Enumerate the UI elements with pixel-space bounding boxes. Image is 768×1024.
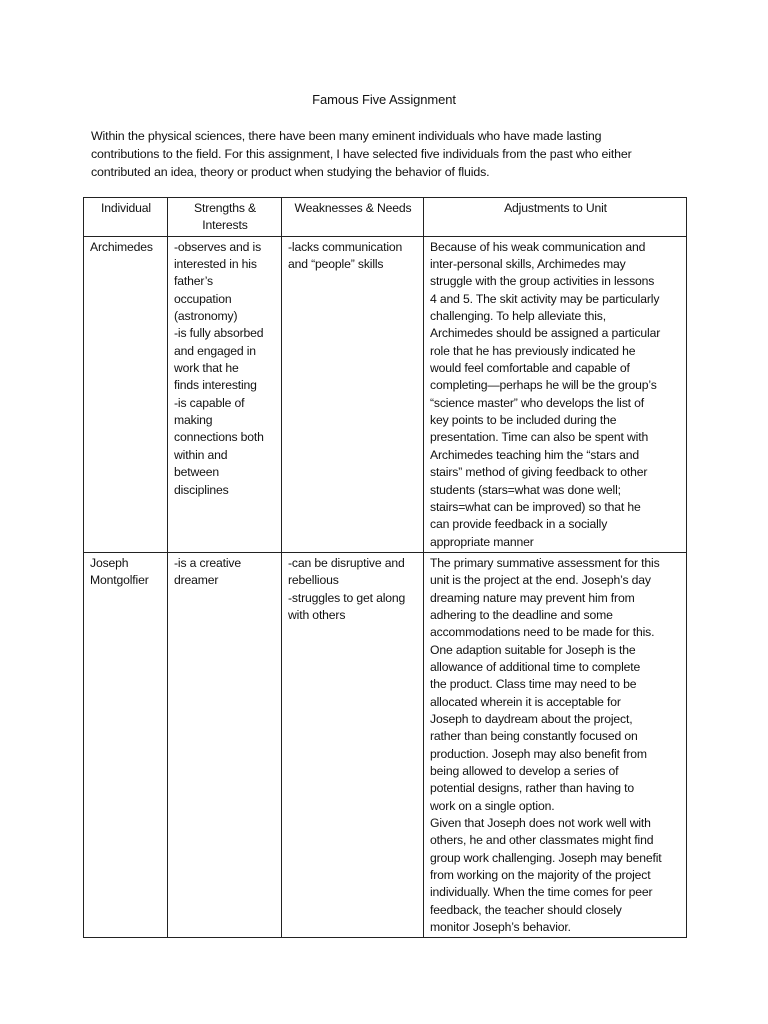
cell-text-line: 4 and 5. The skit activity may be particularly xyxy=(430,291,660,306)
cell-text-line: struggle with the group activities in lessons xyxy=(430,274,655,289)
table-row xyxy=(84,552,687,938)
cell-text-line: Adjustments to Unit xyxy=(504,201,607,215)
cell-strengths xyxy=(168,552,282,938)
header-weaknesses-needs xyxy=(282,198,424,237)
cell-text-line: work that he xyxy=(174,361,239,376)
cell-text-line: Because of his weak communication and xyxy=(430,239,646,254)
intro-paragraph xyxy=(91,127,691,181)
assignment-table xyxy=(83,197,687,938)
cell-text-line: dreaming nature may prevent him from xyxy=(430,590,635,605)
cell-text-line: disciplines xyxy=(174,482,229,497)
cell-text-line: Interests xyxy=(202,218,248,233)
cell-text-line: occupation xyxy=(174,291,232,306)
cell-text-line: dreamer xyxy=(174,573,219,588)
cell-text-line: -lacks communication xyxy=(288,239,403,254)
table-header-row xyxy=(84,198,687,237)
cell-text-line: finds interesting xyxy=(174,378,257,393)
cell-weaknesses xyxy=(282,236,424,552)
cell-text-line: would feel comfortable and capable of xyxy=(430,361,630,376)
cell-individual xyxy=(84,236,168,552)
cell-text-line: Weaknesses & Needs xyxy=(294,201,412,215)
cell-text-line: rather than being constantly focused on xyxy=(430,729,638,744)
table-row xyxy=(84,236,687,552)
cell-text-line: presentation. Time can also be spent with xyxy=(430,430,649,445)
cell-text-line: Joseph to daydream about the project, xyxy=(430,711,633,726)
cell-text-line: Archimedes should be assigned a particular xyxy=(430,326,661,341)
cell-text-line: adhering to the deadline and some xyxy=(430,607,613,622)
header-individual xyxy=(84,198,168,237)
cell-text-line: -observes and is xyxy=(174,239,262,254)
cell-text-line: stairs” method of giving feedback to other xyxy=(430,465,648,480)
cell-text-line: making xyxy=(174,413,213,428)
cell-text-line: interested in his xyxy=(174,257,257,272)
cell-text-line: (astronomy) xyxy=(174,309,238,324)
cell-text-line: Given that Joseph does not work well with xyxy=(430,816,651,831)
intro-line: Within the physical sciences, there have been many eminent individuals who have made lasting xyxy=(91,129,602,143)
cell-text-line: work on a single option. xyxy=(430,798,555,813)
cell-individual xyxy=(84,552,168,938)
document-title: Famous Five Assignment xyxy=(312,92,456,107)
cell-text-line: father’s xyxy=(174,274,213,289)
cell-text-line: -is fully absorbed xyxy=(174,326,264,341)
cell-text-line: Archimedes xyxy=(90,239,153,254)
cell-text-line: students (stars=what was done well; xyxy=(430,482,621,497)
header-adjustments-to-unit xyxy=(424,198,687,237)
cell-text-line: “science master” who develops the list of xyxy=(430,395,644,410)
cell-weaknesses xyxy=(282,552,424,938)
cell-text-line: completing—perhaps he will be the group’s xyxy=(430,378,657,393)
cell-text-line: -struggles to get along xyxy=(288,590,406,605)
intro-line: contributions to the field. For this assignment, I have selected five individuals from the past who either xyxy=(91,147,632,161)
cell-text-line: Archimedes teaching him the “stars and xyxy=(430,447,640,462)
cell-text-line: can provide feedback in a socially xyxy=(430,517,608,532)
cell-text-line: and “people” skills xyxy=(288,257,384,272)
cell-text-line: stairs=what can be improved) so that he xyxy=(430,499,641,514)
cell-text-line: with others xyxy=(288,607,346,622)
cell-text-line: the product. Class time may need to be xyxy=(430,677,637,692)
cell-text-line: role that he has previously indicated he xyxy=(430,343,636,358)
cell-text-line: group work challenging. Joseph may benefit xyxy=(430,850,662,865)
cell-text-line: connections both xyxy=(174,430,264,445)
cell-text-line: appropriate manner xyxy=(430,534,534,549)
header-strengths-interests xyxy=(168,198,282,237)
cell-text-line: and engaged in xyxy=(174,343,256,358)
cell-strengths xyxy=(168,236,282,552)
cell-text-line: accommodations need to be made for this. xyxy=(430,625,655,640)
cell-text-line: -is capable of xyxy=(174,395,245,410)
cell-text-line: others, he and other classmates might find xyxy=(430,833,654,848)
cell-text-line: -is a creative xyxy=(174,555,241,570)
cell-text-line: feedback, the teacher should closely xyxy=(430,902,622,917)
cell-text-line: Joseph xyxy=(90,555,129,570)
cell-text-line: being allowed to develop a series of xyxy=(430,764,619,778)
cell-text-line: within and xyxy=(174,447,228,462)
cell-text-line: rebellious xyxy=(288,573,339,588)
cell-text-line: unit is the project at the end. Joseph’s day xyxy=(430,573,651,588)
cell-text-line: Individual xyxy=(101,201,151,215)
cell-adjustments xyxy=(424,236,687,552)
cell-text-line: monitor Joseph’s behavior. xyxy=(430,920,571,935)
cell-text-line: Montgolfier xyxy=(90,573,149,588)
cell-text-line: -can be disruptive and xyxy=(288,555,405,570)
cell-text-line: allowance of additional time to complete xyxy=(430,659,641,674)
cell-text-line: The primary summative assessment for this xyxy=(430,555,660,570)
cell-text-line: inter-personal skills, Archimedes may xyxy=(430,257,626,272)
cell-text-line: from working on the majority of the project xyxy=(430,868,651,883)
cell-text-line: potential designs, rather than having to xyxy=(430,781,635,796)
intro-line: contributed an idea, theory or product when studying the behavior of fluids. xyxy=(91,165,490,179)
cell-text-line: individually. When the time comes for peer xyxy=(430,885,653,900)
cell-text-line: between xyxy=(174,465,220,480)
cell-text-line: One adaption suitable for Joseph is the xyxy=(430,642,636,657)
cell-text-line: production. Joseph may also benefit from xyxy=(430,746,647,761)
cell-text-line: allocated wherein it is acceptable for xyxy=(430,694,621,709)
cell-adjustments xyxy=(424,552,687,938)
cell-text-line: Strengths & xyxy=(193,201,257,215)
cell-text-line: challenging. To help alleviate this, xyxy=(430,309,606,324)
cell-text-line: key points to be included during the xyxy=(430,413,617,428)
